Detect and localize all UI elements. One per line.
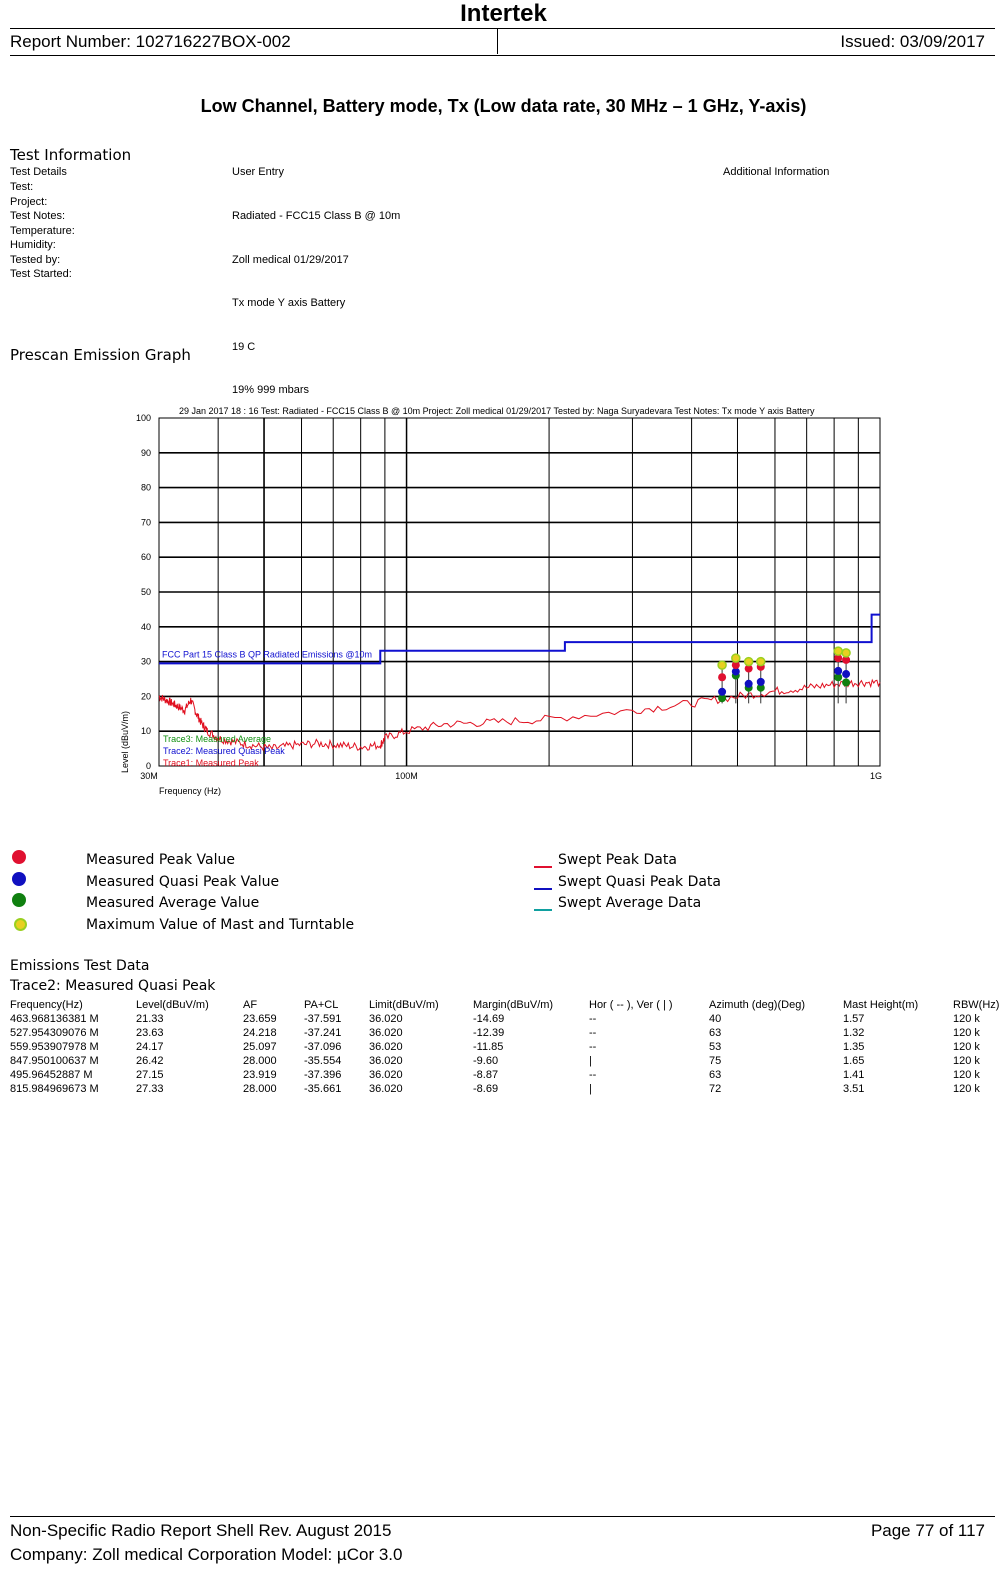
table-row: [10, 1026, 999, 1040]
emissions-header-row: [10, 998, 999, 1012]
emissions-heading: Emissions Test Data: [10, 958, 150, 974]
table-cell: 72: [709, 1083, 722, 1095]
table-cell: 120 k: [953, 1083, 980, 1095]
legend-line-icon: [534, 888, 552, 890]
max-mast-marker: [732, 654, 740, 662]
quasi-peak-marker: [745, 680, 753, 688]
info-value: Tx mode Y axis Battery: [232, 297, 346, 309]
table-cell: |: [589, 1083, 592, 1095]
legend-label: Measured Average Value: [86, 895, 260, 911]
table-cell: -35.661: [304, 1083, 342, 1095]
legend-label: Swept Peak Data: [558, 852, 677, 868]
table-cell: -8.69: [473, 1083, 499, 1095]
x-axis-label: Frequency (Hz): [159, 786, 222, 796]
table-cell: 36.020: [369, 1027, 403, 1039]
table-cell: 21.33: [136, 1013, 164, 1025]
legend-line-icon: [534, 866, 552, 868]
column-header: Frequency(Hz): [10, 999, 83, 1011]
footer-rule: [10, 1516, 995, 1517]
max-mast-marker: [745, 658, 753, 666]
info-value: 19% 999 mbars: [232, 384, 310, 396]
y-tick-label: 50: [140, 587, 151, 597]
test-details-header: Test Details: [10, 166, 67, 178]
info-label: Temperature:: [10, 224, 75, 237]
y-tick-label: 80: [140, 482, 151, 493]
table-cell: 23.63: [136, 1027, 164, 1039]
table-cell: 1.32: [843, 1027, 865, 1039]
table-cell: 24.17: [136, 1041, 164, 1053]
legend-label: Measured Quasi Peak Value: [86, 873, 280, 890]
column-header: AF: [243, 999, 258, 1011]
issued-date: Issued: 03/09/2017: [840, 32, 985, 51]
chart-title: 29 Jan 2017 18 : 16 Test: Radiated - FCC15 Class B @ 10m Project: Zoll medical 01/29/2017 Tested by: Naga Suryadevara Test Notes: Tx mode Y axis Battery: [179, 406, 815, 416]
table-cell: 36.020: [369, 1083, 403, 1095]
y-tick-label: 90: [140, 447, 151, 458]
table-cell: -11.85: [473, 1041, 504, 1053]
company-title: Intertek: [460, 0, 547, 27]
info-value: Zoll medical 01/29/2017: [232, 253, 349, 266]
legend-marker-icon: [12, 872, 26, 886]
trace-label: Trace1: Measured Peak: [163, 758, 259, 768]
table-cell: --: [589, 1013, 597, 1025]
table-cell: 120 k: [953, 1055, 980, 1067]
table-cell: |: [589, 1055, 592, 1067]
footer-page: Page 77 of 117: [870, 1521, 985, 1540]
legend-item-left: [12, 915, 512, 935]
emissions-table: [10, 998, 999, 1096]
y-tick-label: 60: [140, 552, 151, 563]
legend-label: Maximum Value of Mast and Turntable: [86, 916, 355, 933]
table-cell: 36.020: [369, 1069, 403, 1081]
info-label: Project:: [10, 195, 48, 208]
table-row: [10, 1040, 999, 1054]
info-label: Humidity:: [10, 239, 56, 251]
emission-chart: [0, 395, 1007, 805]
table-cell: 1.41: [843, 1069, 865, 1081]
y-tick-label: 0: [145, 761, 151, 771]
table-cell: 53: [709, 1041, 722, 1053]
column-header: RBW(Hz): [953, 999, 1000, 1011]
table-cell: 26.42: [136, 1055, 164, 1067]
table-cell: 24.218: [243, 1027, 277, 1039]
table-cell: 120 k: [953, 1027, 980, 1039]
y-axis-label: Level (dBuV/m): [120, 710, 130, 774]
table-cell: 36.020: [369, 1013, 403, 1025]
table-cell: 27.15: [136, 1069, 164, 1081]
column-header: Margin(dBuV/m): [473, 999, 554, 1011]
table-cell: 847.950100637 M: [10, 1055, 99, 1067]
table-cell: -37.396: [304, 1069, 342, 1081]
table-cell: 495.96452887 M: [10, 1069, 93, 1081]
table-cell: 36.020: [369, 1041, 403, 1053]
info-label: Tested by:: [10, 253, 61, 266]
table-row: [10, 1082, 999, 1096]
legend-marker-icon: [14, 918, 27, 931]
x-tick-label: 1G: [869, 771, 883, 781]
column-header: Mast Height(m): [843, 999, 919, 1011]
legend-item-left: [12, 872, 512, 892]
quasi-peak-marker: [718, 688, 726, 696]
table-cell: -37.591: [304, 1013, 342, 1025]
trace-label: Trace2: Measured Quasi Peak: [163, 746, 285, 756]
table-cell: 27.33: [136, 1083, 164, 1095]
info-label: Test Notes:: [10, 210, 66, 222]
table-cell: 815.984969673 M: [10, 1083, 99, 1095]
section-title: Low Channel, Battery mode, Tx (Low data rate, 30 MHz – 1 GHz, Y-axis): [200, 96, 807, 116]
table-cell: 63: [709, 1069, 722, 1081]
graph-heading: Prescan Emission Graph: [10, 346, 191, 364]
legend-line-icon: [534, 909, 552, 911]
y-tick-label: 70: [140, 517, 151, 528]
table-cell: 63: [709, 1027, 722, 1039]
additional-info-header: Additional Information: [723, 166, 830, 178]
table-cell: 527.954309076 M: [10, 1027, 99, 1039]
footer-shell: Non-Specific Radio Report Shell Rev. August 2015: [10, 1521, 392, 1540]
table-cell: 120 k: [953, 1013, 980, 1025]
y-tick-label: 10: [140, 726, 151, 737]
table-cell: -12.39: [473, 1027, 505, 1039]
quasi-peak-marker: [757, 678, 765, 686]
legend-item-left: [12, 850, 512, 870]
table-cell: 120 k: [953, 1069, 980, 1081]
max-mast-marker: [718, 661, 726, 669]
info-label: Test:: [10, 181, 34, 193]
quasi-peak-marker: [834, 667, 842, 675]
max-mast-marker: [842, 649, 850, 657]
table-row: [10, 1054, 999, 1068]
table-cell: -14.69: [473, 1013, 505, 1025]
table-row: [10, 1068, 999, 1082]
legend-item-right: [534, 874, 934, 894]
header-bottom-rule: [10, 55, 995, 56]
user-entry-header: User Entry: [232, 166, 284, 178]
legend-label: Measured Peak Value: [86, 852, 235, 868]
test-info-labels: [10, 180, 75, 282]
table-cell: 36.020: [369, 1055, 403, 1067]
y-tick-label: 30: [140, 656, 151, 667]
average-marker: [842, 678, 850, 686]
footer-company: Company: Zoll medical Corporation Model: µCor 3.0: [10, 1545, 403, 1564]
column-header: Level(dBuV/m): [136, 999, 209, 1011]
table-cell: --: [589, 1041, 597, 1053]
legend-marker-icon: [12, 850, 26, 864]
info-value: Radiated - FCC15 Class B @ 10m: [232, 210, 401, 222]
legend-item-right: [534, 895, 934, 915]
x-tick-label: 100M: [395, 771, 418, 781]
column-header: Hor ( -- ), Ver ( | ): [589, 999, 673, 1011]
legend-label: Swept Quasi Peak Data: [558, 873, 722, 890]
column-header: Azimuth (deg)(Deg): [709, 999, 805, 1011]
table-cell: -37.096: [304, 1041, 342, 1053]
emissions-subheading: Trace2: Measured Quasi Peak: [10, 978, 216, 994]
column-header: PA+CL: [304, 999, 339, 1011]
info-label: Test Started:: [10, 268, 72, 280]
table-cell: --: [589, 1069, 597, 1081]
table-row: [10, 1012, 999, 1026]
table-cell: 28.000: [243, 1083, 277, 1095]
table-cell: 1.35: [843, 1041, 865, 1053]
table-cell: --: [589, 1027, 597, 1039]
header-separator: [497, 28, 498, 54]
legend-item-right: [534, 852, 934, 872]
quasi-peak-marker: [842, 670, 850, 678]
table-cell: 40: [709, 1013, 722, 1025]
report-number: Report Number: 102716227BOX-002: [10, 32, 291, 51]
x-tick-label: 30M: [140, 771, 158, 781]
table-cell: -35.554: [304, 1055, 342, 1067]
legend-label: Swept Average Data: [558, 895, 702, 911]
limit-label: FCC Part 15 Class B QP Radiated Emissions @10m: [162, 649, 373, 660]
trace-label: Trace3: Measured Average: [163, 734, 272, 744]
peak-marker: [718, 673, 726, 681]
table-cell: -37.241: [304, 1027, 342, 1039]
max-mast-marker: [834, 647, 842, 655]
table-cell: 23.659: [243, 1013, 277, 1025]
table-cell: 28.000: [243, 1055, 277, 1067]
table-cell: 559.953907978 M: [10, 1041, 99, 1053]
table-cell: 1.57: [843, 1013, 865, 1025]
column-header: Limit(dBuV/m): [369, 999, 439, 1011]
footer-row: [10, 1521, 985, 1541]
table-cell: 1.65: [843, 1055, 865, 1067]
table-cell: 3.51: [843, 1083, 865, 1095]
legend-marker-icon: [12, 893, 26, 907]
table-cell: 25.097: [243, 1041, 277, 1053]
max-mast-marker: [757, 658, 765, 666]
table-cell: 75: [709, 1055, 722, 1067]
legend-item-left: [12, 893, 512, 913]
test-info-heading: Test Information: [10, 146, 132, 164]
y-tick-label: 40: [140, 621, 151, 632]
info-value: 19 C: [232, 340, 256, 353]
table-cell: 23.919: [243, 1069, 277, 1081]
y-tick-label: 20: [140, 691, 151, 702]
header-top-rule: [10, 28, 995, 29]
table-cell: -9.60: [473, 1055, 499, 1067]
table-cell: 120 k: [953, 1041, 980, 1053]
table-cell: -8.87: [473, 1069, 499, 1081]
table-cell: 463.968136381 M: [10, 1013, 99, 1025]
y-tick-label: 100: [135, 413, 151, 423]
